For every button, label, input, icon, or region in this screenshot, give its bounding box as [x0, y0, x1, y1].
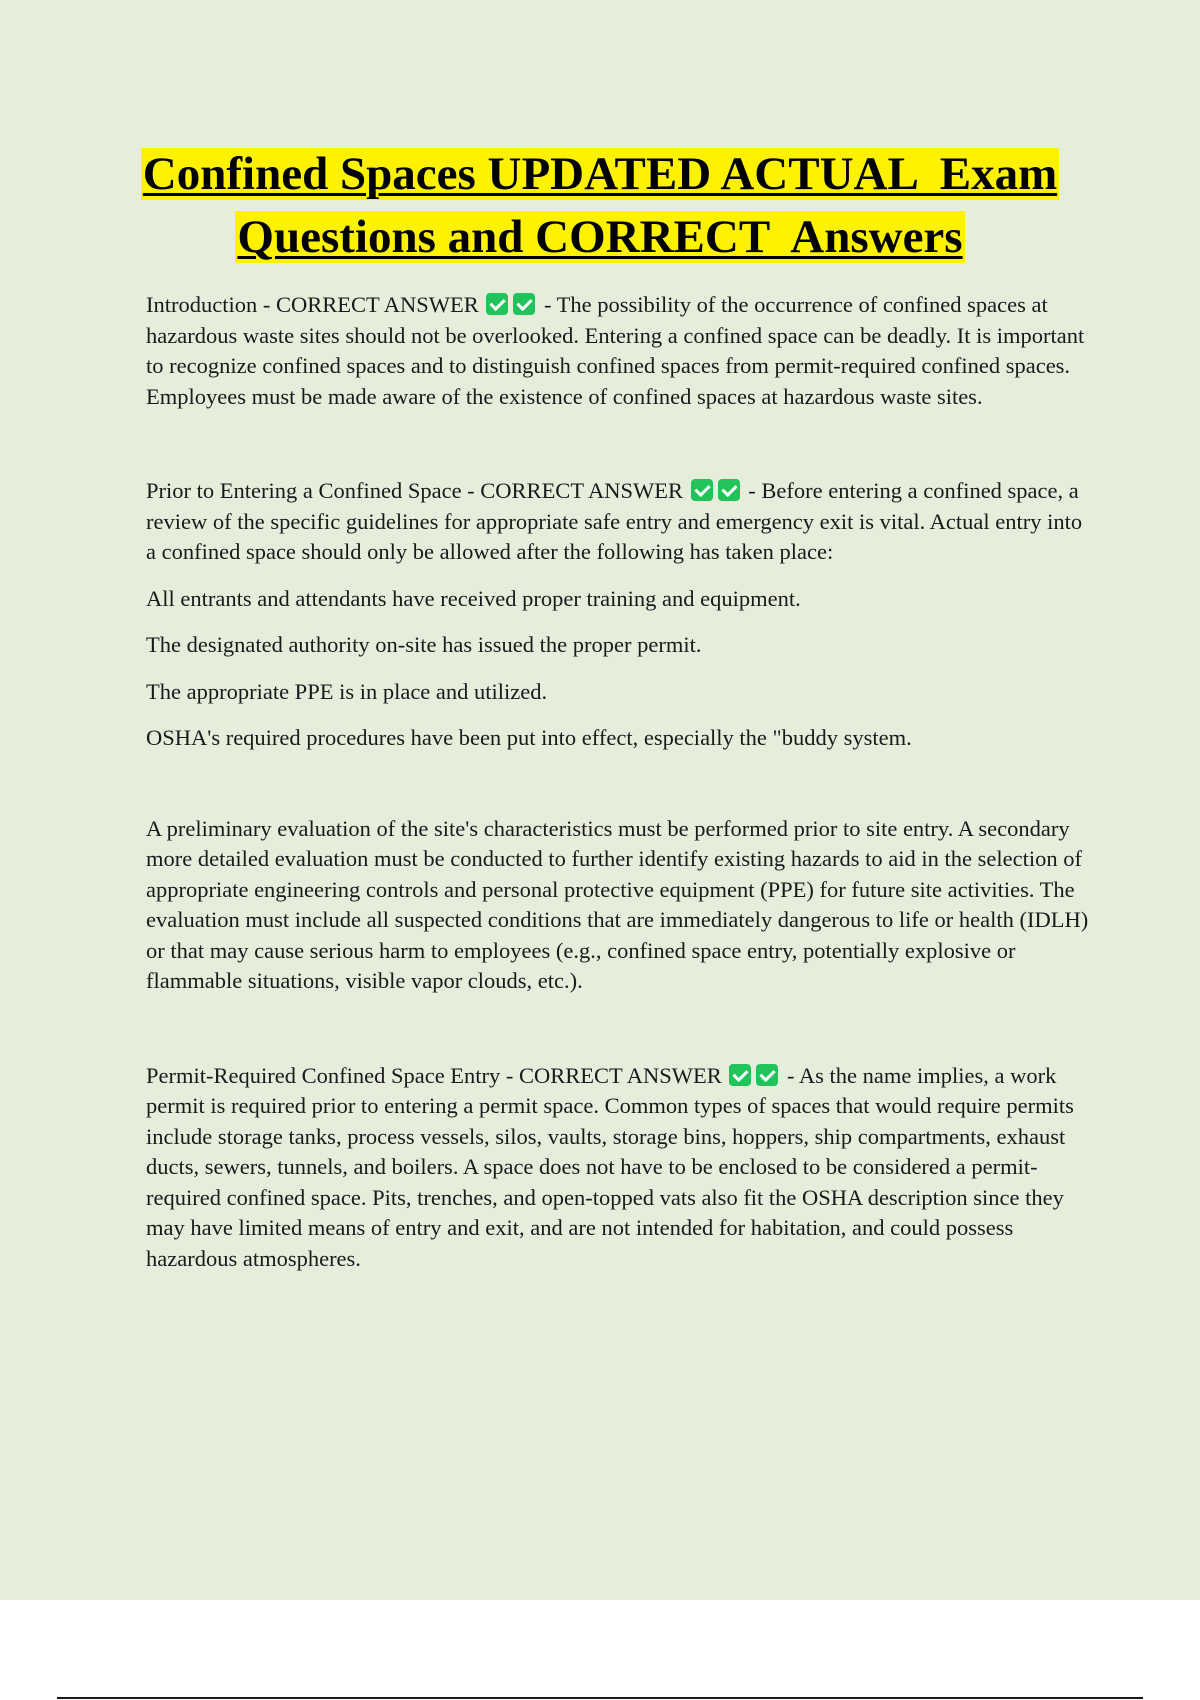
- check-mark-icon: [729, 1064, 751, 1086]
- check-mark-icon: [718, 479, 740, 501]
- qa-entry-prior-to-entering: [146, 476, 1091, 568]
- footer-divider: [57, 1697, 1143, 1699]
- correct-answer-label: CORRECT ANSWER: [275, 292, 479, 317]
- list-item: The designated authority on-site has issued the proper permit.: [146, 632, 702, 657]
- correct-answer-label: CORRECT ANSWER: [480, 478, 684, 503]
- list-item: The appropriate PPE is in place and utilized.: [146, 678, 548, 704]
- title-line-1: Confined Spaces UPDATED ACTUAL Exam: [142, 148, 1058, 200]
- answer-text: - Before entering a confined space, a review of the specific guidelines for appropriate safe entry and emergency exit is vital. Actual entry into a confined space should only be allowed after the following has taken place:: [146, 478, 1083, 564]
- page-footer-area: [0, 1600, 1200, 1700]
- check-mark-icon: [691, 479, 713, 501]
- list-item: OSHA's required procedures have been put into effect, especially the "buddy system.: [146, 725, 912, 750]
- correct-answer-label: CORRECT ANSWER: [519, 1062, 722, 1088]
- check-mark-icon: [756, 1064, 778, 1086]
- qa-entry-introduction: [146, 290, 1091, 412]
- answer-text: - As the name implies, a work permit is required prior to entering a permit space. Common types of spaces that would require permits include storage tanks, process vessels, silos, vaults, storage bins, hoppers, ship compartments, exhaust ducts, sewers, tunnels, and boilers. A space does not have to be enclosed to be considered a permit-required confined space. Pits, trenches, and open-topped vats also fit the OSHA description since they may have limited means of entry and exit, and are not intended for habitation, and could possess hazardous atmospheres.: [146, 1062, 1074, 1271]
- check-mark-icon: [486, 293, 508, 315]
- term-label: Prior to Entering a Confined Space -: [146, 478, 481, 503]
- document-title: [100, 143, 1100, 269]
- answer-text: - The possibility of the occurrence of confined spaces at hazardous waste sites should not be overlooked. Entering a confined space can be deadly. It is important to recognize confined spaces and to distinguish confined spaces from permit-required confined spaces. Employees must be made aware of the existence of confined spaces at hazardous waste sites.: [146, 292, 1085, 409]
- document-body: [146, 290, 1091, 1274]
- title-line-2: Questions and CORRECT Answers: [237, 211, 963, 263]
- term-label: Permit-Required Confined Space Entry -: [146, 1062, 520, 1088]
- list-item: All entrants and attendants have received proper training and equipment.: [146, 585, 801, 611]
- check-mark-icon: [513, 293, 535, 315]
- preliminary-evaluation-paragraph: A preliminary evaluation of the site's characteristics must be performed prior to site entry. A secondary more detailed evaluation must be conducted to further identify existing hazards to aid in the selection of appropriate engineering controls and personal protective equipment (PPE) for future site activities. The evaluation must include all suspected conditions that are immediately dangerous to life or health (IDLH) or that may cause serious harm to employees (e.g., confined space entry, potentially explosive or flammable situations, visible vapor clouds, etc.).: [146, 815, 1089, 993]
- qa-entry-permit-required: [146, 1061, 1091, 1275]
- term-label: Introduction -: [146, 292, 276, 317]
